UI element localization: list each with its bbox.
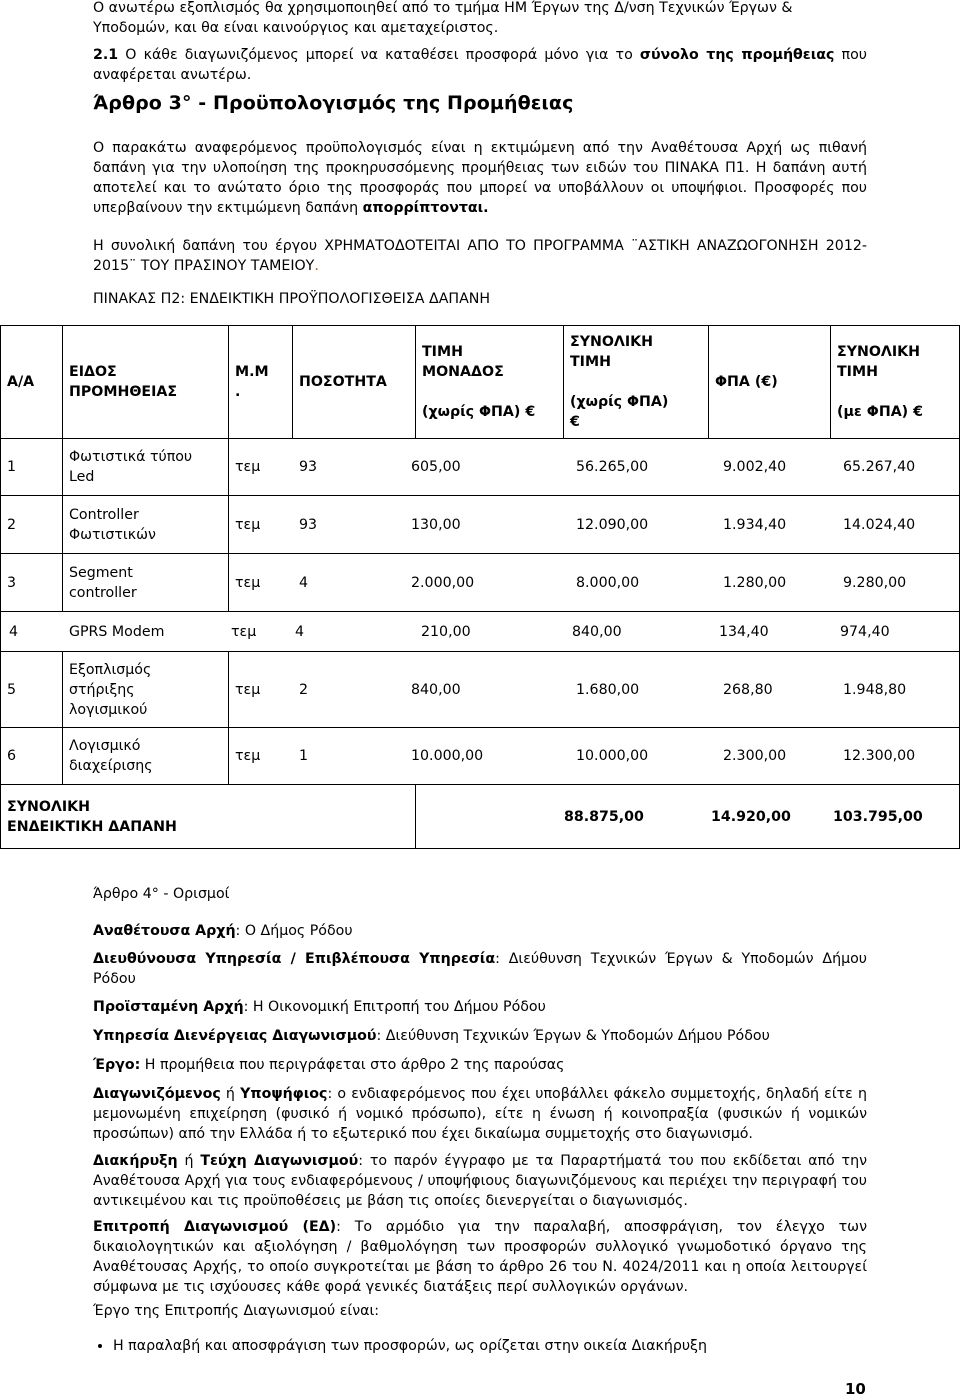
definition-contracting-authority bbox=[93, 921, 867, 941]
cell-total-net: 56.265,00 bbox=[576, 459, 649, 475]
cell-text: Led bbox=[69, 469, 95, 485]
footer-vat: 14.920,00 bbox=[711, 808, 791, 825]
budget-paragraph bbox=[93, 138, 867, 218]
definition-term: Διευθύνουσα Υπηρεσία / Επιβλέπουσα Υπηρεσία bbox=[93, 951, 496, 967]
table-row bbox=[1, 496, 960, 554]
cell-unit-price: 605,00 bbox=[411, 459, 461, 475]
header-vat bbox=[709, 326, 831, 439]
orange-dot: . bbox=[314, 258, 319, 274]
budget-table bbox=[0, 325, 960, 849]
header-unit-price bbox=[416, 326, 564, 439]
header-text: Μ.Μ bbox=[235, 364, 269, 380]
definition-text: Η προμήθεια που περιγράφεται στο άρθρο 2 της παρούσας bbox=[140, 1057, 565, 1073]
definition-text: : Ο Δήμος Ρόδου bbox=[235, 923, 353, 939]
table-row bbox=[1, 612, 960, 652]
header-text: (με ΦΠΑ) € bbox=[837, 404, 923, 420]
definition-project bbox=[93, 1055, 867, 1075]
definition-term: Διακήρυξη bbox=[93, 1153, 178, 1169]
cell-aa: 3 bbox=[1, 554, 63, 612]
table-caption: ΠΙΝΑΚΑΣ Π2: ΕΝΔΕΙΚΤΙΚΗ ΠΡΟΫΠΟΛΟΓΙΣΘΕΙΣΑ ΔΑΠΑΝΗ bbox=[93, 291, 491, 307]
cell-total-net: 1.680,00 bbox=[576, 681, 640, 698]
definition-candidate bbox=[93, 1084, 867, 1144]
cell-vat: 2.300,00 bbox=[723, 748, 787, 764]
definition-term: Αναθέτουσα Αρχή bbox=[93, 923, 236, 939]
header-text: ΠΟΣΟΤΗΤΑ bbox=[299, 374, 387, 390]
paragraph-bold: σύνολο της προμήθειας bbox=[639, 47, 835, 63]
header-text: ΣΥΝΟΛΙΚΗ bbox=[570, 334, 654, 350]
cell-values bbox=[229, 554, 960, 612]
cell-text: Λογισμικό bbox=[69, 738, 141, 754]
header-text: ΤΙΜΗ bbox=[422, 344, 463, 360]
header-item bbox=[63, 326, 229, 439]
footer-values bbox=[416, 785, 960, 849]
paragraph-number: 2.1 bbox=[93, 47, 119, 63]
cell-values bbox=[1, 612, 960, 652]
article-3-title: Άρθρο 3° - Προϋπολογισμός της Προμήθειας bbox=[93, 92, 574, 114]
definition-term: Προϊσταμένη Αρχή bbox=[93, 999, 244, 1015]
cell-item bbox=[63, 554, 229, 612]
article-4-title: Άρθρο 4° - Ορισμοί bbox=[93, 886, 230, 902]
paragraph-bold: απορρίπτονται. bbox=[362, 200, 489, 216]
cell-total-gross: 9.280,00 bbox=[843, 574, 907, 591]
cell-unit-price: 840,00 bbox=[411, 681, 461, 698]
cell-total-net: 8.000,00 bbox=[576, 574, 640, 591]
cell-unit: τεμ bbox=[231, 623, 257, 640]
cell-vat: 268,80 bbox=[723, 681, 773, 698]
cell-aa: 2 bbox=[1, 496, 63, 554]
header-text: ΤΙΜΗ bbox=[837, 364, 878, 380]
cell-item bbox=[63, 439, 229, 496]
definition-term: Επιτροπή Διαγωνισμού (ΕΔ) bbox=[93, 1219, 337, 1235]
cell-values bbox=[229, 652, 960, 728]
header-text: ΦΠΑ (€) bbox=[715, 374, 778, 390]
cell-quantity: 2 bbox=[299, 681, 309, 698]
cell-aa: 5 bbox=[1, 652, 63, 728]
cell-unit-price: 10.000,00 bbox=[411, 748, 484, 764]
cell-text: λογισμικού bbox=[69, 701, 148, 718]
table-row bbox=[1, 652, 960, 728]
cell-aa: 6 bbox=[1, 728, 63, 785]
committee-intro: Έργο της Επιτροπής Διαγωνισμού είναι: bbox=[93, 1303, 380, 1319]
footer-total-net: 88.875,00 bbox=[564, 808, 644, 825]
cell-unit-price: 2.000,00 bbox=[411, 574, 475, 591]
committee-duties-list bbox=[93, 1336, 873, 1356]
definition-text: : ο ενδιαφερόμενος που έχει υποβάλλει φάκελο συμμετοχής, δηλαδή είτε η μεμονωμένη επιχείρηση (φυσικό ή νομικό πρόσωπο), είτε η ένωση ή κοινοπραξία (φυσικών ή νομικών προσώπων) από την Ελλάδα ή το εξωτερικό που έχει δικαίωμα συμμετοχής στο διαγωνισμό. bbox=[93, 1086, 867, 1142]
paragraph-text: που αναφέρεται ανωτέρω. bbox=[93, 47, 867, 83]
definition-term: Διαγωνιζόμενος bbox=[93, 1086, 221, 1102]
header-unit bbox=[229, 326, 293, 439]
definition-term: Υποψήφιος bbox=[240, 1086, 328, 1102]
definition-text: ή bbox=[177, 1153, 201, 1169]
footer-total-gross: 103.795,00 bbox=[833, 808, 923, 825]
header-text: (χωρίς ΦΠΑ) bbox=[570, 394, 669, 410]
header-text: (χωρίς ΦΠΑ) € bbox=[422, 404, 536, 420]
cell-values bbox=[229, 439, 960, 496]
definition-text: : Διεύθυνση Τεχνικών Έργων & Υποδομών Δήμου Ρόδου bbox=[376, 1028, 770, 1044]
header-text: Α/Α bbox=[7, 374, 35, 390]
header-text: . bbox=[235, 384, 241, 400]
footer-text: ΕΝΔΕΙΚΤΙΚΗ ΔΑΠΑΝΗ bbox=[7, 818, 177, 835]
cell-quantity: 4 bbox=[295, 623, 305, 640]
cell-quantity: 93 bbox=[299, 459, 318, 475]
table-row bbox=[1, 439, 960, 496]
cell-total-gross: 12.300,00 bbox=[843, 748, 916, 764]
list-item: • Η παραλαβή και αποσφράγιση των προσφορών, ως ορίζεται στην οικεία Διακήρυξη bbox=[113, 1336, 873, 1356]
definition-text: : το παρόν έγγραφο με τα Παραρτήματά του που εκδίδεται από την Αναθέτουσα Αρχή για τους ενδιαφερόμενους / υποψήφιους διαγωνιζόμενους και περιέχει την περιγραφή του αντικειμένου και τις προϋποθέσεις με βάση τις οποίες διενεργείται ο διαγωνισμός. bbox=[93, 1153, 868, 1209]
cell-unit: τεμ bbox=[235, 574, 261, 591]
definition-term: Τεύχη Διαγωνισμού bbox=[200, 1153, 359, 1169]
header-quantity bbox=[293, 326, 416, 439]
intro-line-1: Ο ανωτέρω εξοπλισμός θα χρησιμοποιηθεί από το τμήμα ΗΜ Έργων της Δ/νση Τεχνικών Έργων & bbox=[93, 0, 793, 16]
intro-paragraph bbox=[93, 0, 867, 38]
header-total-gross bbox=[831, 326, 960, 439]
definition-text: : Το αρμόδιο για την παραλαβή, αποσφράγιση, τον έλεγχο των δικαιολογητικών και αξιολόγηση / βαθμολόγηση των προσφορών συλλογικό γνωμοδοτικό όργανο της Αναθέτουσας Αρχής, το οποίο συγκροτείται με βάση το άρθρο 26 του Ν. 4024/2011 και η οποία λειτουργεί σύμφωνα με τις ισχύουσες κάθε φορά γενικές διατάξεις περί συλλογικών οργάνων. bbox=[93, 1219, 867, 1295]
table-footer-row bbox=[1, 785, 960, 849]
cell-unit: τεμ bbox=[235, 748, 261, 764]
header-text: ΜΟΝΑΔΟΣ bbox=[422, 364, 504, 380]
cell-total-gross: 65.267,40 bbox=[843, 459, 916, 475]
definition-directing-service bbox=[93, 949, 867, 989]
paragraph-text: Ο κάθε διαγωνιζόμενος μπορεί να καταθέσει προσφορά μόνο για το bbox=[118, 47, 640, 63]
header-text: ΕΙΔΟΣ bbox=[69, 364, 117, 380]
cell-unit: τεμ bbox=[235, 516, 261, 533]
cell-unit: τεμ bbox=[235, 459, 261, 475]
cell-text: στήριξης bbox=[69, 681, 135, 698]
intro-line-2: Υποδομών, και θα είναι καινούργιος και αμεταχείριστος. bbox=[93, 20, 499, 36]
definition-tender-service bbox=[93, 1026, 867, 1046]
cell-vat: 1.934,40 bbox=[723, 516, 787, 533]
cell-item bbox=[63, 496, 229, 554]
cell-text: διαχείρισης bbox=[69, 758, 153, 774]
paragraph-text: Ο παρακάτω αναφερόμενος προϋπολογισμός είναι η εκτιμώμενη από την Αναθέτουσα Αρχή ως πιθανή δαπάνη για την υλοποίηση της προκηρυσσόμενης προμήθειας των ειδών του ΠΙΝΑΚΑ Π1. Η δαπάνη αυτή αποτελεί και το ανώτατο όριο της προσφοράς που μπορεί να υποβάλλουν οι υποψήφιοι. Προσφορές που υπερβαίνουν την εκτιμώμενη δαπάνη bbox=[93, 140, 867, 216]
cell-quantity: 93 bbox=[299, 516, 318, 533]
cell-values bbox=[229, 728, 960, 785]
definition-text: : Η Οικονομική Επιτροπή του Δήμου Ρόδου bbox=[243, 999, 546, 1015]
cell-total-gross: 974,40 bbox=[840, 623, 890, 640]
paragraph-2-1 bbox=[93, 45, 867, 85]
table-row bbox=[1, 728, 960, 785]
cell-vat: 9.002,40 bbox=[723, 459, 787, 475]
header-text: € bbox=[570, 414, 580, 430]
header-text: ΣΥΝΟΛΙΚΗ bbox=[837, 344, 921, 360]
definition-term: Υπηρεσία Διενέργειας Διαγωνισμού bbox=[93, 1028, 377, 1044]
header-text: ΤΙΜΗ bbox=[570, 354, 611, 370]
cell-aa: 1 bbox=[1, 439, 63, 496]
cell-quantity: 4 bbox=[299, 574, 309, 591]
cell-quantity: 1 bbox=[299, 748, 309, 764]
cell-total-net: 12.090,00 bbox=[576, 516, 649, 533]
table-row bbox=[1, 554, 960, 612]
cell-unit: τεμ bbox=[235, 681, 261, 698]
cell-values bbox=[229, 496, 960, 554]
definition-committee bbox=[93, 1217, 867, 1297]
cell-total-net: 10.000,00 bbox=[576, 748, 649, 764]
cell-aa: 4 bbox=[9, 623, 19, 640]
definition-notice bbox=[93, 1151, 867, 1211]
cell-unit-price: 130,00 bbox=[411, 516, 461, 533]
footer-text: ΣΥΝΟΛΙΚΗ bbox=[7, 798, 91, 815]
cell-total-gross: 14.024,40 bbox=[843, 516, 916, 533]
cell-unit-price: 210,00 bbox=[421, 623, 471, 640]
cell-total-net: 840,00 bbox=[572, 623, 622, 640]
footer-label bbox=[1, 785, 416, 849]
cell-text: controller bbox=[69, 584, 137, 601]
header-aa bbox=[1, 326, 63, 439]
definition-text: ή bbox=[220, 1086, 241, 1102]
cell-vat: 1.280,00 bbox=[723, 574, 787, 591]
cell-text: Φωτιστικών bbox=[69, 526, 156, 543]
cell-total-gross: 1.948,80 bbox=[843, 681, 907, 698]
cell-text: Φωτιστικά τύπου bbox=[69, 449, 193, 465]
funding-paragraph bbox=[93, 236, 867, 276]
cell-text: Controller bbox=[69, 506, 139, 523]
cell-vat: 134,40 bbox=[719, 623, 769, 640]
page-number: 10 bbox=[845, 1380, 866, 1398]
cell-text: Εξοπλισμός bbox=[69, 661, 152, 678]
definition-text: : Διεύθυνση Τεχνικών Έργων & Υποδομών Δήμου Ρόδου bbox=[93, 951, 867, 987]
cell-text: Segment bbox=[69, 564, 133, 581]
paragraph-text: Η συνολική δαπάνη του έργου ΧΡΗΜΑΤΟΔΟΤΕΙΤΑΙ ΑΠΟ ΤΟ ΠΡΟΓΡΑΜΜΑ ¨ΑΣΤΙΚΗ ΑΝΑΖΩΟΓΟΝΗΣΗ 2012-2015¨ ΤΟΥ ΠΡΑΣΙΝΟΥ ΤΑΜΕΙΟΥ bbox=[93, 238, 867, 274]
header-text: ΠΡΟΜΗΘΕΙΑΣ bbox=[69, 384, 178, 400]
table-header-row bbox=[1, 326, 960, 439]
cell-item bbox=[63, 728, 229, 785]
cell-item bbox=[63, 652, 229, 728]
cell-item: GPRS Modem bbox=[69, 623, 165, 640]
definition-superior-authority bbox=[93, 997, 867, 1017]
header-total-net bbox=[564, 326, 709, 439]
definition-term: Έργο: bbox=[93, 1057, 141, 1073]
